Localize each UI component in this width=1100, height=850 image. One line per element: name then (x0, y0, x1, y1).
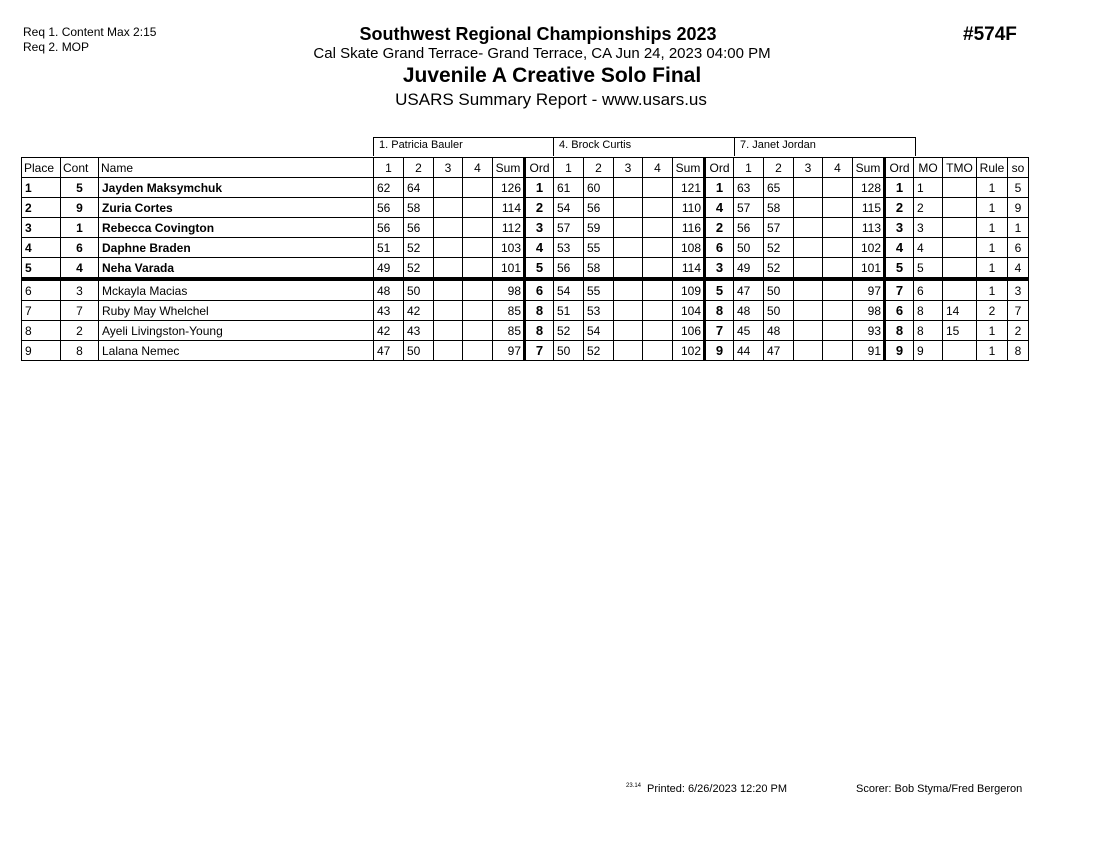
name-cell: Lalana Nemec (99, 341, 374, 361)
judge-3-score-4 (823, 198, 853, 218)
cont-cell: 8 (61, 341, 99, 361)
judge-3-score-3 (794, 238, 823, 258)
judge-2-score-3 (614, 258, 643, 280)
judge-2-score-1: 51 (554, 301, 584, 321)
judge-1-ord: 7 (525, 341, 554, 361)
judge-3-score-1: 44 (734, 341, 764, 361)
judge-2-score-1: 54 (554, 198, 584, 218)
tmo-cell (943, 258, 977, 280)
judge-3-sum: 113 (853, 218, 885, 238)
judge-3-score-4 (823, 279, 853, 301)
mo-cell: 4 (914, 238, 943, 258)
judge-2-score-1: 54 (554, 279, 584, 301)
judge-1-score-2: 50 (404, 279, 434, 301)
col-j1-sum: Sum (493, 158, 525, 178)
tmo-cell (943, 341, 977, 361)
col-rule: Rule (977, 158, 1008, 178)
judge-1-ord: 6 (525, 279, 554, 301)
judge-2-score-1: 61 (554, 178, 584, 198)
col-j3-ord: Ord (885, 158, 914, 178)
judge-2-ord: 3 (705, 258, 734, 280)
judge-2-sum: 121 (673, 178, 705, 198)
judge-3-score-3 (794, 198, 823, 218)
judge-3-score-2: 57 (764, 218, 794, 238)
table-row (22, 258, 1029, 280)
mo-cell: 1 (914, 178, 943, 198)
judge-2-sum: 110 (673, 198, 705, 218)
scorer-info: Scorer: Bob Styma/Fred Bergeron (856, 783, 1023, 795)
col-j3-1: 1 (734, 158, 764, 178)
place-cell: 8 (22, 321, 61, 341)
judge-1-score-2: 52 (404, 258, 434, 280)
so-cell: 4 (1008, 258, 1029, 280)
name-cell: Zuria Cortes (99, 198, 374, 218)
judge-3-sum: 102 (853, 238, 885, 258)
judge-1-score-3 (434, 198, 463, 218)
judge-3-ord: 2 (885, 198, 914, 218)
event-title: Southwest Regional Championships 2023 (359, 24, 717, 44)
place-cell: 4 (22, 238, 61, 258)
judge-2-score-3 (614, 301, 643, 321)
name-cell: Neha Varada (99, 258, 374, 280)
judge-1-score-1: 49 (374, 258, 404, 280)
judge-1-score-4 (463, 321, 493, 341)
judge-1-score-1: 42 (374, 321, 404, 341)
judge-2-score-3 (614, 321, 643, 341)
col-j3-sum: Sum (853, 158, 885, 178)
mo-cell: 3 (914, 218, 943, 238)
judge-1-sum: 85 (493, 321, 525, 341)
judge-1-sum: 114 (493, 198, 525, 218)
judge-3-score-2: 65 (764, 178, 794, 198)
col-j2-3: 3 (614, 158, 643, 178)
table-row (22, 218, 1029, 238)
cont-cell: 6 (61, 238, 99, 258)
judge-3-score-4 (823, 321, 853, 341)
judge-2-ord: 5 (705, 279, 734, 301)
judge-3-sum: 93 (853, 321, 885, 341)
table-row (22, 341, 1029, 361)
judge-1-score-3 (434, 238, 463, 258)
printed-timestamp: Printed: 6/26/2023 12:20 PM (647, 783, 788, 795)
judge-2-score-4 (643, 341, 673, 361)
judge-header-2: 4. Brock Curtis (553, 137, 735, 156)
so-cell: 5 (1008, 178, 1029, 198)
judge-2-score-2: 52 (584, 341, 614, 361)
judge-1-sum: 85 (493, 301, 525, 321)
name-cell: Ruby May Whelchel (99, 301, 374, 321)
so-cell: 7 (1008, 301, 1029, 321)
judge-header-1: 1. Patricia Bauler (373, 137, 554, 156)
place-cell: 3 (22, 218, 61, 238)
judge-2-sum: 114 (673, 258, 705, 280)
judge-2-score-3 (614, 178, 643, 198)
name-cell: Daphne Braden (99, 238, 374, 258)
judge-2-score-4 (643, 178, 673, 198)
place-cell: 7 (22, 301, 61, 321)
judge-1-ord: 5 (525, 258, 554, 280)
judge-1-sum: 98 (493, 279, 525, 301)
judge-3-score-3 (794, 178, 823, 198)
name-cell: Jayden Maksymchuk (99, 178, 374, 198)
judge-2-score-2: 53 (584, 301, 614, 321)
tmo-cell: 14 (943, 301, 977, 321)
table-row (22, 321, 1029, 341)
cont-cell: 7 (61, 301, 99, 321)
col-j1-2: 2 (404, 158, 434, 178)
tmo-cell: 15 (943, 321, 977, 341)
col-j1-1: 1 (374, 158, 404, 178)
judge-1-score-4 (463, 198, 493, 218)
name-cell: Mckayla Macias (99, 279, 374, 301)
judge-3-score-4 (823, 301, 853, 321)
judge-header-3: 7. Janet Jordan (734, 137, 916, 156)
judge-3-score-2: 52 (764, 238, 794, 258)
tmo-cell (943, 238, 977, 258)
judge-3-score-1: 50 (734, 238, 764, 258)
rule-cell: 1 (977, 341, 1008, 361)
rule-cell: 1 (977, 279, 1008, 301)
judge-1-ord: 8 (525, 321, 554, 341)
judge-1-score-1: 51 (374, 238, 404, 258)
cont-cell: 1 (61, 218, 99, 238)
printed-info (626, 783, 787, 795)
col-place: Place (22, 158, 61, 178)
judge-3-score-1: 48 (734, 301, 764, 321)
judge-1-sum: 112 (493, 218, 525, 238)
judge-3-ord: 5 (885, 258, 914, 280)
judge-1-score-1: 47 (374, 341, 404, 361)
judge-1-score-2: 58 (404, 198, 434, 218)
judge-1-score-2: 50 (404, 341, 434, 361)
judge-3-score-3 (794, 321, 823, 341)
name-cell: Ayeli Livingston-Young (99, 321, 374, 341)
judge-3-sum: 98 (853, 301, 885, 321)
judge-1-ord: 1 (525, 178, 554, 198)
judge-3-score-4 (823, 218, 853, 238)
rule-cell: 1 (977, 218, 1008, 238)
judge-1-score-3 (434, 218, 463, 238)
judge-2-score-4 (643, 301, 673, 321)
judge-2-ord: 8 (705, 301, 734, 321)
venue-line: Cal Skate Grand Terrace- Grand Terrace, CA Jun 24, 2023 04:00 PM (313, 45, 771, 62)
judge-2-ord: 1 (705, 178, 734, 198)
col-j1-3: 3 (434, 158, 463, 178)
judge-3-score-3 (794, 279, 823, 301)
cont-cell: 4 (61, 258, 99, 280)
col-name: Name (99, 158, 374, 178)
judge-1-score-2: 56 (404, 218, 434, 238)
report-title: USARS Summary Report - www.usars.us (395, 90, 707, 109)
judge-3-ord: 1 (885, 178, 914, 198)
rule-cell: 1 (977, 258, 1008, 280)
so-cell: 1 (1008, 218, 1029, 238)
judge-2-score-2: 59 (584, 218, 614, 238)
judge-2-score-4 (643, 238, 673, 258)
judge-1-score-3 (434, 301, 463, 321)
judge-1-score-3 (434, 258, 463, 280)
place-cell: 9 (22, 341, 61, 361)
table-row (22, 301, 1029, 321)
judge-3-score-3 (794, 218, 823, 238)
table-row (22, 279, 1029, 301)
col-j2-2: 2 (584, 158, 614, 178)
col-so: so (1008, 158, 1029, 178)
page-code: 23.14 (626, 783, 642, 789)
mo-cell: 6 (914, 279, 943, 301)
col-tmo: TMO (943, 158, 977, 178)
col-j2-ord: Ord (705, 158, 734, 178)
judge-2-score-3 (614, 218, 643, 238)
judge-2-score-3 (614, 198, 643, 218)
judge-1-score-1: 48 (374, 279, 404, 301)
rule-cell: 1 (977, 198, 1008, 218)
judge-1-score-4 (463, 178, 493, 198)
judge-1-score-2: 52 (404, 238, 434, 258)
judge-1-score-2: 64 (404, 178, 434, 198)
judge-2-score-2: 55 (584, 238, 614, 258)
judge-2-score-4 (643, 279, 673, 301)
judge-3-sum: 91 (853, 341, 885, 361)
cont-cell: 3 (61, 279, 99, 301)
judge-3-score-1: 49 (734, 258, 764, 280)
col-j3-4: 4 (823, 158, 853, 178)
judge-3-sum: 97 (853, 279, 885, 301)
judge-2-score-4 (643, 258, 673, 280)
judge-2-sum: 102 (673, 341, 705, 361)
judge-1-score-3 (434, 341, 463, 361)
judge-1-score-4 (463, 258, 493, 280)
judge-3-score-1: 56 (734, 218, 764, 238)
mo-cell: 9 (914, 341, 943, 361)
judge-1-sum: 101 (493, 258, 525, 280)
requirement-2: Req 2. MOP (23, 40, 90, 54)
judge-1-ord: 4 (525, 238, 554, 258)
judge-1-score-1: 62 (374, 178, 404, 198)
tmo-cell (943, 218, 977, 238)
judge-1-score-3 (434, 178, 463, 198)
judge-2-score-3 (614, 341, 643, 361)
col-mo: MO (914, 158, 943, 178)
judge-3-score-4 (823, 178, 853, 198)
rule-cell: 1 (977, 178, 1008, 198)
division-title: Juvenile A Creative Solo Final (402, 64, 702, 87)
judge-2-score-1: 50 (554, 341, 584, 361)
judge-1-ord: 2 (525, 198, 554, 218)
rule-cell: 2 (977, 301, 1008, 321)
judge-1-score-4 (463, 301, 493, 321)
judge-3-ord: 7 (885, 279, 914, 301)
judge-1-ord: 3 (525, 218, 554, 238)
judge-2-score-4 (643, 321, 673, 341)
col-j2-sum: Sum (673, 158, 705, 178)
judge-1-score-4 (463, 218, 493, 238)
judge-3-score-2: 50 (764, 301, 794, 321)
judge-1-sum: 126 (493, 178, 525, 198)
judge-1-score-3 (434, 321, 463, 341)
place-cell: 2 (22, 198, 61, 218)
judge-3-score-2: 50 (764, 279, 794, 301)
judge-3-score-3 (794, 341, 823, 361)
judge-2-score-4 (643, 218, 673, 238)
mo-cell: 8 (914, 301, 943, 321)
judge-2-sum: 108 (673, 238, 705, 258)
so-cell: 9 (1008, 198, 1029, 218)
judge-3-score-3 (794, 301, 823, 321)
col-j3-2: 2 (764, 158, 794, 178)
rule-cell: 1 (977, 238, 1008, 258)
table-row (22, 198, 1029, 218)
judge-3-score-2: 52 (764, 258, 794, 280)
rule-cell: 1 (977, 321, 1008, 341)
so-cell: 8 (1008, 341, 1029, 361)
judge-3-score-4 (823, 258, 853, 280)
so-cell: 6 (1008, 238, 1029, 258)
judge-2-sum: 106 (673, 321, 705, 341)
judge-3-sum: 115 (853, 198, 885, 218)
judge-3-sum: 101 (853, 258, 885, 280)
header-row (22, 158, 1029, 178)
so-cell: 2 (1008, 321, 1029, 341)
judge-1-sum: 97 (493, 341, 525, 361)
cont-cell: 2 (61, 321, 99, 341)
judge-2-score-2: 54 (584, 321, 614, 341)
judge-2-score-1: 53 (554, 238, 584, 258)
judge-3-score-2: 48 (764, 321, 794, 341)
results-body (22, 178, 1029, 361)
judge-2-score-2: 56 (584, 198, 614, 218)
judge-1-score-2: 43 (404, 321, 434, 341)
requirement-1: Req 1. Content Max 2:15 (23, 25, 157, 39)
tmo-cell (943, 279, 977, 301)
judge-3-score-2: 58 (764, 198, 794, 218)
place-cell: 6 (22, 279, 61, 301)
col-j2-4: 4 (643, 158, 673, 178)
judge-1-score-1: 56 (374, 218, 404, 238)
judge-2-score-2: 55 (584, 279, 614, 301)
cont-cell: 5 (61, 178, 99, 198)
judge-3-score-1: 45 (734, 321, 764, 341)
judge-3-ord: 6 (885, 301, 914, 321)
so-cell: 3 (1008, 279, 1029, 301)
col-j3-3: 3 (794, 158, 823, 178)
judge-2-ord: 6 (705, 238, 734, 258)
judge-3-sum: 128 (853, 178, 885, 198)
judge-2-ord: 4 (705, 198, 734, 218)
col-j2-1: 1 (554, 158, 584, 178)
judge-1-score-1: 43 (374, 301, 404, 321)
judge-3-ord: 4 (885, 238, 914, 258)
judge-2-score-3 (614, 238, 643, 258)
judge-2-score-2: 60 (584, 178, 614, 198)
judge-3-score-1: 63 (734, 178, 764, 198)
place-cell: 5 (22, 258, 61, 280)
judge-3-score-4 (823, 238, 853, 258)
judge-2-score-3 (614, 279, 643, 301)
judge-2-ord: 7 (705, 321, 734, 341)
judge-2-score-4 (643, 198, 673, 218)
judge-2-score-1: 56 (554, 258, 584, 280)
judge-1-sum: 103 (493, 238, 525, 258)
judge-3-score-3 (794, 258, 823, 280)
mo-cell: 8 (914, 321, 943, 341)
tmo-cell (943, 178, 977, 198)
judge-1-score-1: 56 (374, 198, 404, 218)
judge-1-ord: 8 (525, 301, 554, 321)
judge-2-sum: 116 (673, 218, 705, 238)
judge-2-sum: 104 (673, 301, 705, 321)
judge-3-ord: 8 (885, 321, 914, 341)
judge-1-score-4 (463, 279, 493, 301)
judge-2-ord: 2 (705, 218, 734, 238)
table-row (22, 178, 1029, 198)
judge-2-sum: 109 (673, 279, 705, 301)
tmo-cell (943, 198, 977, 218)
judge-3-score-1: 57 (734, 198, 764, 218)
judge-3-score-1: 47 (734, 279, 764, 301)
mo-cell: 2 (914, 198, 943, 218)
results-table (21, 157, 1029, 361)
event-code: #574F (963, 24, 1017, 45)
col-j1-4: 4 (463, 158, 493, 178)
judge-3-ord: 9 (885, 341, 914, 361)
judge-1-score-4 (463, 238, 493, 258)
cont-cell: 9 (61, 198, 99, 218)
table-row (22, 238, 1029, 258)
judge-2-score-1: 52 (554, 321, 584, 341)
mo-cell: 5 (914, 258, 943, 280)
judge-2-score-1: 57 (554, 218, 584, 238)
col-cont: Cont (61, 158, 99, 178)
judge-3-ord: 3 (885, 218, 914, 238)
judge-1-score-3 (434, 279, 463, 301)
judge-3-score-2: 47 (764, 341, 794, 361)
judge-1-score-4 (463, 341, 493, 361)
judge-3-score-4 (823, 341, 853, 361)
judge-2-score-2: 58 (584, 258, 614, 280)
judge-2-ord: 9 (705, 341, 734, 361)
judge-1-score-2: 42 (404, 301, 434, 321)
name-cell: Rebecca Covington (99, 218, 374, 238)
place-cell: 1 (22, 178, 61, 198)
col-j1-ord: Ord (525, 158, 554, 178)
